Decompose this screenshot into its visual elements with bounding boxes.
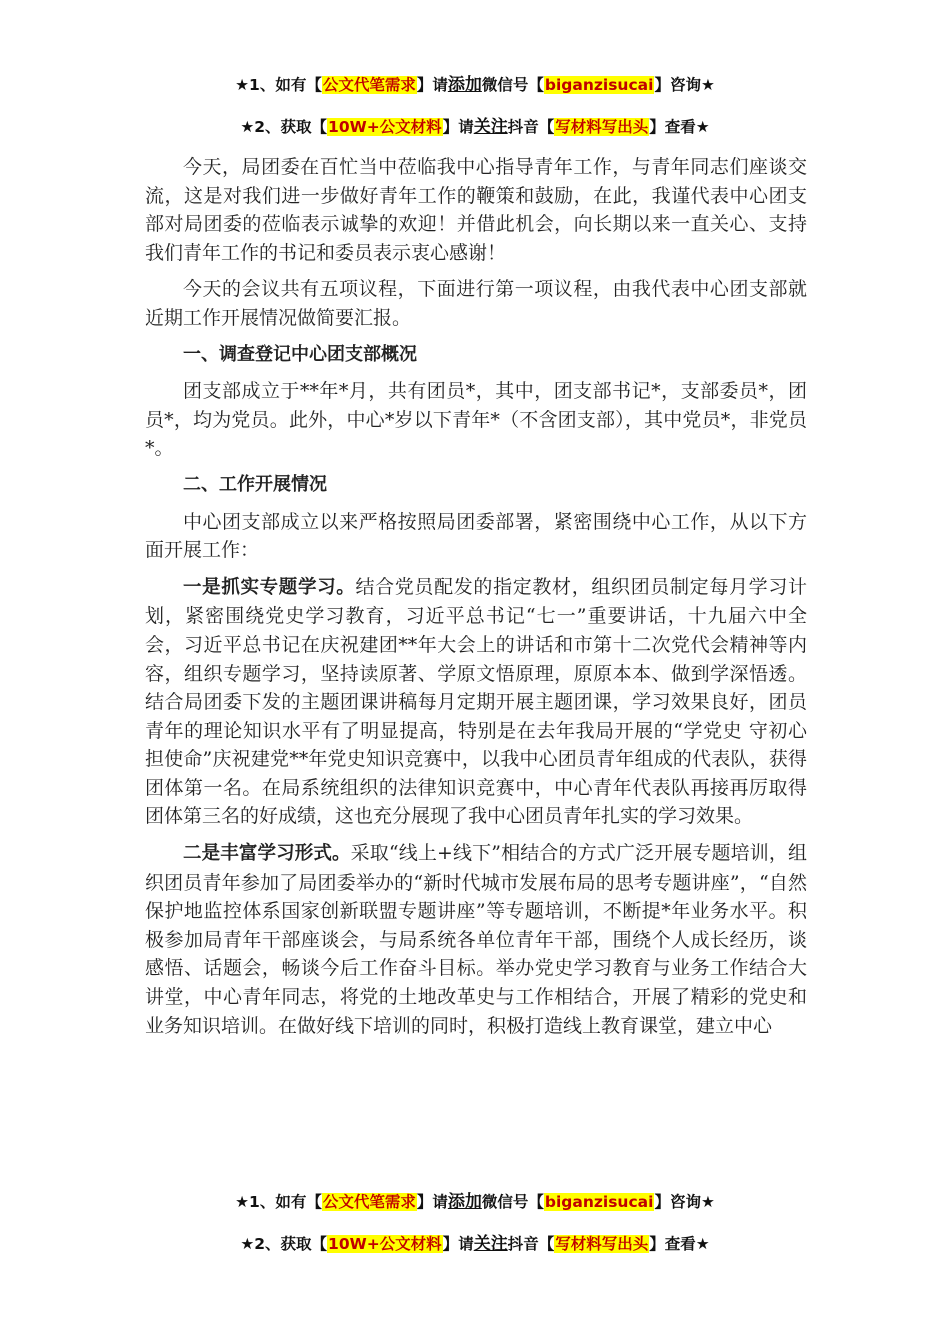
paragraph-intro: 中心团支部成立以来严格按照局团委部署，紧密围绕中心工作，从以下方面开展工作：	[145, 510, 807, 562]
highlight-douyin-id: 写材料写出头	[555, 118, 649, 136]
banner-text: 】查看★	[649, 1235, 710, 1253]
highlight-service: 公文代笔需求	[322, 76, 416, 94]
banner-text: ★1、如有【	[235, 76, 322, 94]
banner-text: ★2、获取【	[240, 1235, 328, 1253]
banner-text: 】请	[416, 1193, 448, 1211]
paragraph-forms	[145, 839, 807, 1040]
highlight-wechat-id: biganzisucai	[544, 76, 654, 94]
paragraph-agenda: 今天的会议共有五项议程，下面进行第一项议程，由我代表中心团支部就近期工作开展情况做简要汇报。	[145, 278, 807, 329]
paragraph-welcome: 今天，局团委在百忙当中莅临我中心指导青年工作，与青年同志们座谈交流，这是对我们进一步做好青年工作的鞭策和鼓励，在此，我谨代表中心团支部对局团委的莅临表示诚挚的欢迎！并借此机会，向长期以来一直关心、支持我们青年工作的书记和委员表示衷心感谢！	[145, 156, 807, 264]
banner-text: 】请	[442, 118, 474, 136]
highlight-materials: 10W+公文材料	[328, 1235, 442, 1253]
header-banner-line-2	[0, 112, 950, 137]
highlight-service: 公文代笔需求	[322, 1193, 416, 1211]
section-heading-2: 二、工作开展情况	[183, 473, 327, 495]
highlight-douyin-id: 写材料写出头	[555, 1235, 649, 1253]
paragraph-study	[145, 573, 807, 831]
paragraph-overview: 团支部成立于**年*月，共有团员*，其中，团支部书记*，支部委员*，团员*，均为党员。此外，中心*岁以下青年*（不含团支部），其中党员*，非党员*。	[145, 380, 807, 460]
banner-text: 】咨询★	[654, 1193, 715, 1211]
paragraph-text: 结合党员配发的指定教材，组织团员制定每月学习计划，紧密围绕党史学习教育，习近平总书记“七一”重要讲话，十九届六中全会，习近平总书记在庆祝建团**年大会上的讲话和市第十二次党代会精神等内容，组织专题学习，坚持读原著、学原文悟原理，原原本本、做到学深悟透。结合局团委下发的主题团课讲稿每月定期开展主题团课，学习效果良好，团员青年的理论知识水平有了明显提高，特别是在去年我局开展的“学党史 守初心 担使命”庆祝建党**年党史知识竞赛中，以我中心团员青年组成的代表队，获得团体第一名。在局系统组织的法律知识竞赛中，中心青年代表队再接再厉取得团体第三名的好成绩，这也充分展现了我中心团员青年扎实的学习效果。	[145, 575, 807, 828]
emphasis-text: 关注	[473, 117, 508, 137]
header-banner-line-1	[0, 70, 950, 95]
highlight-materials: 10W+公文材料	[328, 118, 442, 136]
banner-text: 微信号【	[481, 76, 544, 94]
banner-text: 】请	[416, 76, 448, 94]
footer-banner-line-2	[0, 1229, 950, 1254]
emphasis-text: 添加	[447, 75, 482, 95]
banner-text: 抖音【	[507, 1235, 555, 1253]
document-body	[145, 153, 807, 1048]
paragraph-text: 采取“线上+线下”相结合的方式广泛开展专题培训，组织团员青年参加了局团委举办的“新时代城市发展布局的思考专题讲座”，“自然保护地监控体系国家创新联盟专题讲座”等专题培训，不断提*年业务水平。积极参加局青年干部座谈会，与局系统各单位青年干部，围绕个人成长经历，谈感悟、话题会，畅谈今后工作奋斗目标。举办党史学习教育与业务工作结合大讲堂，中心青年同志，将党的土地改革史与工作相结合，开展了精彩的党史和业务知识培训。在做好线下培训的同时，积极打造线上教育课堂，建立中心	[145, 842, 807, 1037]
banner-text: 抖音【	[507, 118, 555, 136]
highlight-wechat-id: biganzisucai	[544, 1193, 654, 1211]
banner-text: 】查看★	[649, 118, 710, 136]
banner-text: ★1、如有【	[235, 1193, 322, 1211]
banner-text: 】咨询★	[654, 76, 715, 94]
emphasis-text: 关注	[473, 1234, 508, 1254]
footer-banner-line-1	[0, 1187, 950, 1212]
banner-text: 微信号【	[481, 1193, 544, 1211]
paragraph-lead: 二是丰富学习形式。	[183, 843, 351, 865]
paragraph-lead: 一是抓实专题学习。	[183, 576, 356, 598]
emphasis-text: 添加	[447, 1192, 482, 1212]
banner-text: 】请	[442, 1235, 474, 1253]
banner-text: ★2、获取【	[240, 118, 328, 136]
section-heading-1: 一、调查登记中心团支部概况	[183, 343, 417, 365]
